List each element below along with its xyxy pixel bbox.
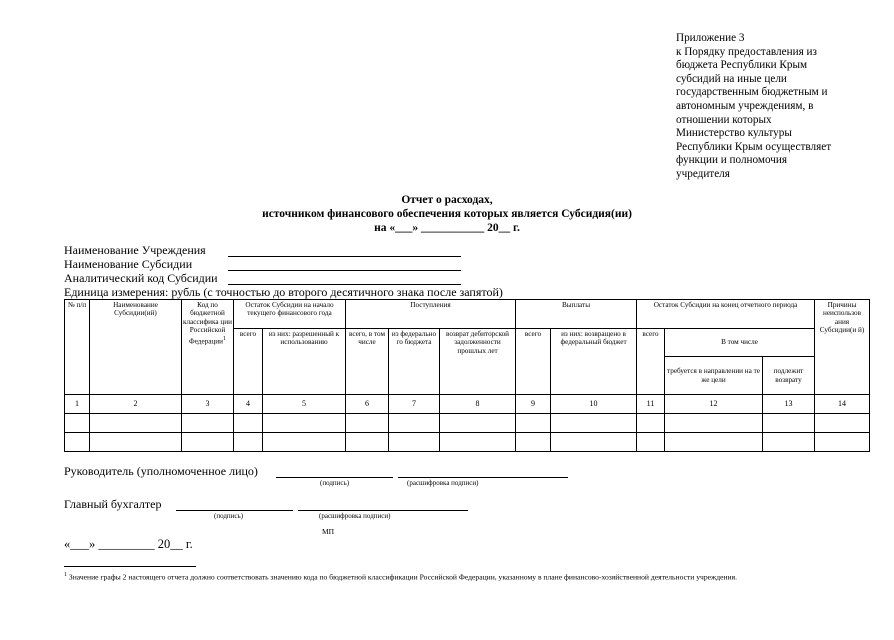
table-cell[interactable] (65, 414, 90, 433)
col-number: 1 (65, 395, 90, 414)
report-title (0, 193, 894, 235)
table-cell[interactable] (440, 433, 516, 452)
header-start-balance: Остаток Субсидии на начало текущего финансового года (234, 300, 346, 329)
appendix-line: бюджета Республики Крым (676, 59, 808, 72)
table-cell[interactable] (815, 433, 870, 452)
appendix-line: к Порядку предоставления из (676, 45, 817, 58)
appendix-line: Министерство культуры (676, 127, 792, 140)
institution-field (64, 243, 206, 258)
table-cell[interactable] (234, 433, 263, 452)
col-number: 7 (389, 395, 440, 414)
appendix-line: Приложение 3 (676, 32, 745, 44)
appendix-line: функции и полномочия (676, 154, 788, 167)
table-cell[interactable] (263, 433, 346, 452)
unit-label: Единица измерения: рубль (с точностью до второго десятичного знака после запятой) (64, 285, 503, 299)
col-number: 8 (440, 395, 516, 414)
header-receipts-federal: из федерально го бюджета (389, 329, 440, 395)
col-number: 9 (516, 395, 551, 414)
head-decode-caption: (расшифровка подписи) (407, 479, 479, 487)
header-start-allowed: из них: разрешенный к использованию (263, 329, 346, 395)
accountant-signature-line[interactable] (176, 510, 293, 511)
table-row (65, 433, 870, 452)
header-receipts-total: всего, в том числе (346, 329, 389, 395)
stamp-place: МП (322, 527, 335, 536)
col-number: 10 (551, 395, 637, 414)
analytic-code-label: Аналитический код Субсидии (64, 271, 218, 285)
report-table (64, 299, 870, 452)
col-number: 11 (637, 395, 665, 414)
header-budget-code-text: Код по бюджетной классифика ции Российской Федерации (183, 301, 232, 346)
table-cell[interactable] (65, 433, 90, 452)
table-cell[interactable] (763, 414, 815, 433)
appendix-line: субсидий на иные цели (676, 72, 787, 85)
table-cell[interactable] (90, 414, 182, 433)
col-number: 3 (182, 395, 234, 414)
title-line-2: источником финансового обеспечения которых является Субсидия(ии) (262, 208, 632, 220)
header-end-needed: требуется в направлении на те же цели (665, 357, 763, 395)
table-cell[interactable] (665, 414, 763, 433)
column-numbers-row (65, 395, 870, 414)
col-number: 12 (665, 395, 763, 414)
appendix-line: автономным учреждениям, в (676, 99, 814, 112)
header-budget-code (182, 300, 234, 395)
title-line-3: на «___» ___________ 20__ г. (374, 222, 520, 234)
signature-date: «___» _________ 20__ г. (64, 537, 193, 551)
analytic-code-field (64, 271, 218, 286)
accountant-decode-line[interactable] (298, 510, 468, 511)
table-row (65, 414, 870, 433)
table-cell[interactable] (346, 414, 389, 433)
unit-field (64, 285, 503, 300)
head-decode-line[interactable] (398, 477, 568, 478)
footnote-ref: 1 (222, 335, 226, 342)
accountant-label: Главный бухгалтер (64, 497, 162, 511)
col-number: 6 (346, 395, 389, 414)
header-end-including: В том числе (665, 329, 815, 357)
table-cell[interactable] (815, 414, 870, 433)
footnote-marker: 1 (64, 572, 67, 578)
header-start-total: всего (234, 329, 263, 395)
subsidy-field (64, 257, 192, 272)
accountant-sign-caption: (подпись) (214, 512, 244, 520)
table-cell[interactable] (440, 414, 516, 433)
appendix-block (676, 32, 876, 182)
appendix-line: Республики Крым осуществляет (676, 140, 832, 153)
table-cell[interactable] (90, 433, 182, 452)
table-cell[interactable] (389, 414, 440, 433)
header-end-total: всего (637, 329, 665, 395)
accountant-decode-caption: (расшифровка подписи) (319, 512, 391, 520)
appendix-line: отношении которых (676, 113, 772, 126)
col-number: 2 (90, 395, 182, 414)
institution-label: Наименование Учреждения (64, 243, 206, 257)
header-subsidy-name: Наименование Субсидии(ий) (90, 300, 182, 395)
footnote-separator (64, 566, 196, 567)
header-end-return: подлежит возврату (763, 357, 815, 395)
table-cell[interactable] (182, 414, 234, 433)
col-number: 5 (263, 395, 346, 414)
head-sign-caption: (подпись) (320, 479, 350, 487)
table-cell[interactable] (516, 433, 551, 452)
table-cell[interactable] (665, 433, 763, 452)
header-receipts: Поступления (346, 300, 516, 329)
header-end-balance: Остаток Субсидии на конец отчетного периода (637, 300, 815, 329)
table-cell[interactable] (637, 414, 665, 433)
table-cell[interactable] (346, 433, 389, 452)
col-number: 4 (234, 395, 263, 414)
table-cell[interactable] (763, 433, 815, 452)
table-cell[interactable] (551, 433, 637, 452)
appendix-line: государственным бюджетным и (676, 86, 828, 99)
header-payments-total: всего (516, 329, 551, 395)
table-cell[interactable] (263, 414, 346, 433)
table-cell[interactable] (182, 433, 234, 452)
institution-input-line[interactable] (228, 256, 461, 257)
header-reasons: Причины неиспользов ания Субсидии(и й) (815, 300, 870, 395)
subsidy-label: Наименование Субсидии (64, 257, 193, 271)
table-cell[interactable] (637, 433, 665, 452)
appendix-line: учредителя (676, 167, 730, 180)
header-no: № п/п (65, 300, 90, 395)
footnote (64, 570, 874, 583)
head-signature-line[interactable] (276, 477, 393, 478)
table-cell[interactable] (516, 414, 551, 433)
col-number: 14 (815, 395, 870, 414)
header-payments-returned: из них: возвращено в федеральный бюджет (551, 329, 637, 395)
header-receipts-debt: возврат дебиторской задолженности прошлых лет (440, 329, 516, 395)
header-payments: Выплаты (516, 300, 637, 329)
title-line-1: Отчет о расходах, (401, 194, 493, 206)
head-label: Руководитель (уполномоченное лицо) (64, 464, 258, 478)
col-number: 13 (763, 395, 815, 414)
subsidy-input-line[interactable] (228, 270, 461, 271)
table-cell[interactable] (389, 433, 440, 452)
table-cell[interactable] (551, 414, 637, 433)
table-cell[interactable] (234, 414, 263, 433)
footnote-text: Значение графы 2 настоящего отчета должно соответствовать значению кода по бюджетной классификации Российской Федерации, указанному в плане финансово-хозяйственной деятельности учреждения. (68, 572, 737, 582)
